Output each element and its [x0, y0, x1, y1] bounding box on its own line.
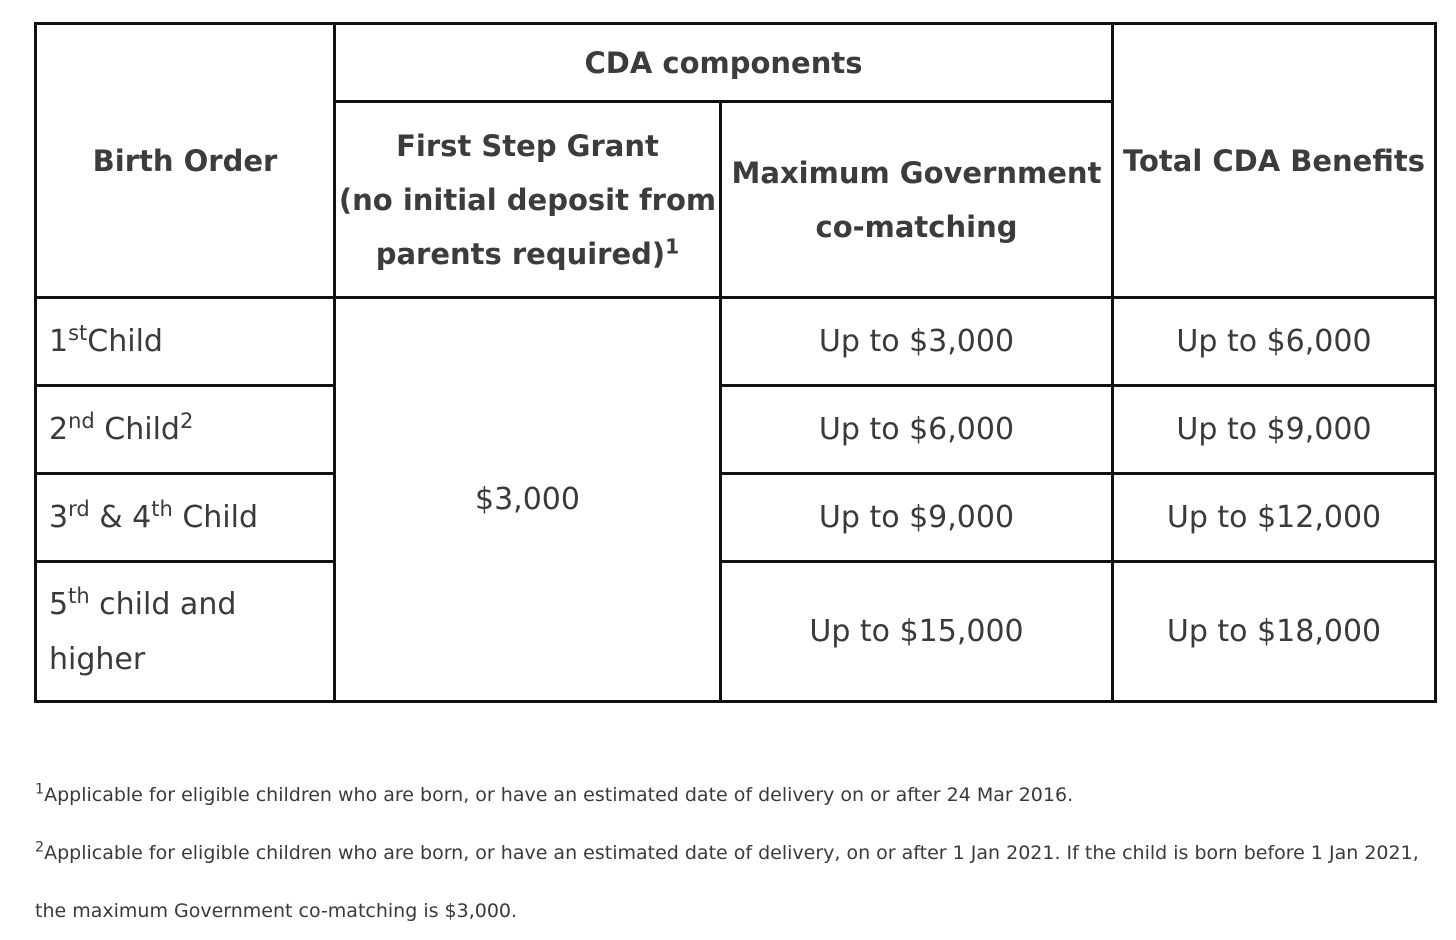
- birth-order-cell: [36, 474, 335, 562]
- table-row: [36, 386, 1436, 474]
- footnote-1: [35, 766, 1425, 824]
- header-cda-components: [335, 24, 1113, 102]
- max-gov-cell: [721, 386, 1113, 474]
- birth-order-suffix: nd: [68, 409, 95, 433]
- birth-order-suffix: th: [68, 583, 90, 608]
- header-total-cda-benefits-label: Total CDA Benefits: [1123, 143, 1425, 178]
- birth-order-suffix: rd: [68, 497, 90, 521]
- footnote-text: Applicable for eligible children who are born, or have an estimated date of delivery on or after 24 Mar 2016.: [44, 784, 1074, 806]
- birth-order-text: child and: [89, 586, 237, 622]
- header-first-step-grant-line1: First Step Grant: [396, 128, 659, 163]
- header-max-gov-line2: co-matching: [815, 209, 1018, 244]
- birth-order-suffix: st: [68, 321, 88, 345]
- birth-order-suffix-2: th: [151, 497, 173, 521]
- footnote-ref-1: 1: [665, 233, 680, 258]
- birth-order-cell: [36, 562, 335, 702]
- footnote-marker: 2: [35, 839, 45, 856]
- header-first-step-grant-line3-text: parents required): [375, 236, 666, 271]
- total-value: Up to $18,000: [1166, 614, 1382, 649]
- birth-order-num: 3: [49, 500, 69, 535]
- first-step-grant-value: $3,000: [475, 482, 580, 517]
- birth-order-cell: [36, 298, 335, 386]
- footnotes: [35, 766, 1425, 940]
- birth-order-cell: [36, 386, 335, 474]
- footnote-text: Applicable for eligible children who are born, or have an estimated date of delivery, on or after 1 Jan 2021. If the child is born before 1 Jan 2021, the maximum Government co-matching is $3,000.: [35, 842, 1419, 922]
- total-value: Up to $12,000: [1166, 500, 1382, 535]
- max-gov-cell: [721, 298, 1113, 386]
- max-gov-cell: [721, 562, 1113, 702]
- max-gov-value: Up to $15,000: [809, 614, 1024, 649]
- header-max-gov-comatching: [721, 102, 1113, 298]
- max-gov-value: Up to $9,000: [818, 500, 1015, 535]
- total-cell: [1113, 562, 1436, 702]
- footnote-ref-2: 2: [179, 409, 194, 433]
- birth-order-text: Child: [87, 324, 163, 359]
- birth-order-num: 2: [49, 412, 69, 447]
- birth-order-text: Child: [172, 500, 259, 535]
- footnote-marker: 1: [35, 781, 45, 798]
- birth-order-text-2: higher: [49, 641, 146, 677]
- header-birth-order: [36, 24, 335, 298]
- birth-order-num: 1: [49, 324, 69, 359]
- total-cell: [1113, 386, 1436, 474]
- total-cell: [1113, 474, 1436, 562]
- total-cell: [1113, 298, 1436, 386]
- header-cda-components-label: CDA components: [584, 45, 863, 80]
- header-first-step-grant: [335, 102, 721, 298]
- cda-benefits-table: [34, 22, 1437, 703]
- birth-order-mid: & 4: [89, 500, 152, 535]
- max-gov-value: Up to $6,000: [818, 412, 1015, 447]
- header-first-step-grant-line3: [336, 227, 719, 281]
- header-total-cda-benefits: [1113, 24, 1436, 298]
- birth-order-num: 5: [49, 586, 69, 622]
- total-value: Up to $9,000: [1176, 412, 1372, 447]
- birth-order-text: Child: [94, 412, 180, 447]
- table-row: [36, 562, 1436, 702]
- max-gov-value: Up to $3,000: [818, 324, 1015, 359]
- header-first-step-grant-line2: (no initial deposit from: [338, 182, 717, 217]
- first-step-grant-value-cell: [335, 298, 721, 702]
- table-row: [36, 474, 1436, 562]
- max-gov-cell: [721, 474, 1113, 562]
- total-value: Up to $6,000: [1176, 324, 1372, 359]
- footnote-2: [35, 824, 1425, 940]
- header-birth-order-label: Birth Order: [92, 143, 278, 178]
- header-max-gov-line1: Maximum Government: [731, 155, 1102, 190]
- table-row: [36, 298, 1436, 386]
